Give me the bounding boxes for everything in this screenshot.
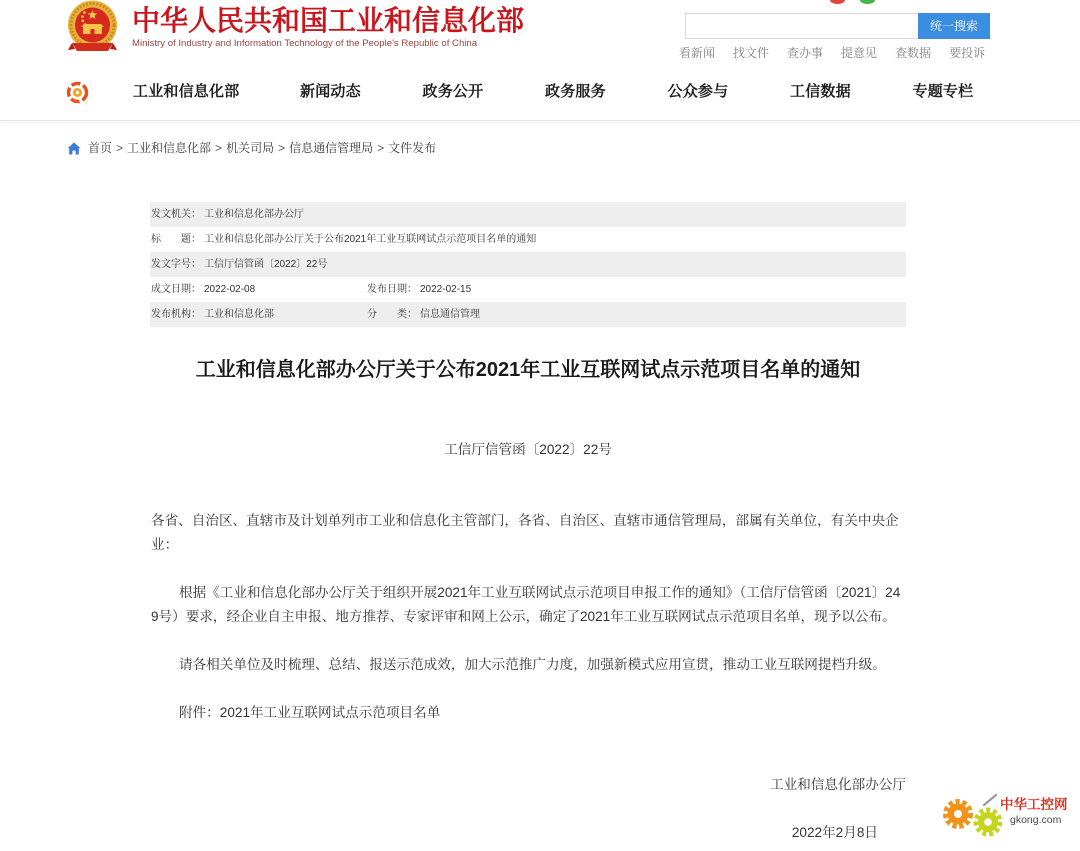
document-paragraph-body: 根据《工业和信息化部办公厅关于组织开展2021年工业互联网试点示范项目申报工作的通知》（工信厅信管函〔2021〕249号）要求，经企业自主申报、地方推荐、专家评审和网上公示，确定了2021年工业互联网试点示范项目名单，现予以公布。	[151, 585, 901, 624]
breadcrumb-separator: >	[215, 141, 223, 155]
meta-label-issuing-org: 发文机关：	[151, 209, 201, 220]
breadcrumb-separator: >	[116, 141, 124, 155]
meta-value-issuing-org: 工业和信息化部办公厅	[204, 209, 304, 220]
meta-value-publish-date: 2022-02-15	[420, 284, 472, 295]
quick-link-data[interactable]: 查数据	[895, 46, 932, 60]
quick-link-services[interactable]: 查办事	[787, 46, 824, 60]
site-header	[0, 0, 1080, 121]
watermark	[942, 792, 1072, 838]
meta-row-doc-number	[150, 252, 906, 277]
quick-links	[679, 46, 985, 60]
home-icon	[67, 142, 81, 155]
meta-value-title: 工业和信息化部办公厅关于公布2021年工业互联网试点示范项目名单的通知	[204, 234, 537, 245]
nav-item-government-affairs[interactable]: 政务公开	[422, 83, 484, 100]
watermark-name: 中华工控网	[1000, 797, 1068, 812]
site-logo-link[interactable]	[66, 0, 528, 56]
nav-item-ministry[interactable]: 工业和信息化部	[133, 83, 240, 100]
nav-item-special-topics[interactable]: 专题专栏	[912, 83, 974, 100]
nav-item-government-services[interactable]: 政务服务	[545, 83, 606, 100]
meta-row-dates	[150, 277, 906, 302]
breadcrumb-home[interactable]: 首页	[88, 141, 113, 155]
document-date: 2022年2月8日	[791, 825, 878, 840]
site-title: 中华人民共和国工业和信息化部	[132, 5, 525, 36]
nav-item-data[interactable]: 工信数据	[790, 83, 851, 100]
meta-value-publisher: 工业和信息化部	[204, 309, 274, 320]
document-paragraph-attachment: 附件：2021年工业互联网试点示范项目名单	[179, 705, 441, 720]
meta-row-publisher	[150, 302, 906, 327]
quick-link-news[interactable]: 看新闻	[679, 46, 716, 60]
breadcrumb-separator: >	[278, 141, 286, 155]
nav-item-public-participation[interactable]: 公众参与	[667, 83, 729, 100]
miit-logo-icon	[66, 81, 89, 104]
meta-label-publish-date: 发布日期：	[367, 284, 417, 295]
site-subtitle: Ministry of Industry and Information Technology of the People's Republic of China	[132, 38, 478, 49]
watermark-domain: gkong.com	[1010, 814, 1062, 826]
nav-item-news[interactable]: 新闻动态	[300, 83, 361, 100]
wechat-icon[interactable]	[860, 0, 875, 4]
meta-row-issuing-org	[150, 202, 906, 227]
quick-link-feedback[interactable]: 提意见	[841, 46, 878, 60]
search-button[interactable]: 统一搜索	[918, 13, 990, 39]
main-nav	[0, 78, 1080, 106]
search-input[interactable]	[685, 13, 918, 39]
breadcrumb-file-release[interactable]: 文件发布	[388, 141, 437, 155]
document-title: 工业和信息化部办公厅关于公布2021年工业互联网试点示范项目名单的通知	[195, 359, 861, 381]
weibo-icon[interactable]	[830, 0, 845, 4]
meta-label-publisher: 发布机构：	[151, 309, 201, 320]
breadcrumb-separator: >	[377, 141, 385, 155]
document-signature: 工业和信息化部办公厅	[770, 777, 906, 792]
meta-label-written-date: 成文日期：	[151, 284, 201, 295]
quick-link-files[interactable]: 找文件	[733, 46, 770, 60]
meta-value-category: 信息通信管理	[420, 309, 480, 320]
document-paragraph-request: 请各相关单位及时梳理、总结、报送示范成效，加大示范推广力度，加强新模式应用宣贯，推动工业互联网提档升级。	[179, 657, 886, 672]
document-number: 工信厅信管函〔2022〕22号	[444, 442, 612, 457]
meta-label-doc-number: 发文字号：	[151, 259, 201, 270]
breadcrumb-ministry[interactable]: 工业和信息化部	[127, 141, 212, 155]
meta-label-title: 标 题：	[151, 234, 201, 245]
quick-link-complaint[interactable]: 要投诉	[949, 46, 986, 60]
nav-items	[133, 78, 1035, 106]
document-paragraph-addressees: 各省、自治区、直辖市及计划单列市工业和信息化主管部门，各省、自治区、直辖市通信管理局，部属有关单位，有关中央企业：	[151, 513, 899, 552]
gears-logo-icon	[942, 792, 1002, 838]
meta-value-written-date: 2022-02-08	[204, 284, 256, 295]
meta-value-doc-number: 工信厅信管函〔2022〕22号	[204, 259, 328, 270]
document-meta-table	[150, 202, 906, 327]
breadcrumb-telecom-bureau[interactable]: 信息通信管理局	[289, 141, 374, 155]
national-emblem-icon	[66, 0, 119, 54]
breadcrumb	[67, 140, 436, 156]
breadcrumb-departments[interactable]: 机关司局	[226, 141, 275, 155]
meta-label-category: 分 类：	[367, 309, 417, 320]
meta-row-title	[150, 227, 906, 252]
